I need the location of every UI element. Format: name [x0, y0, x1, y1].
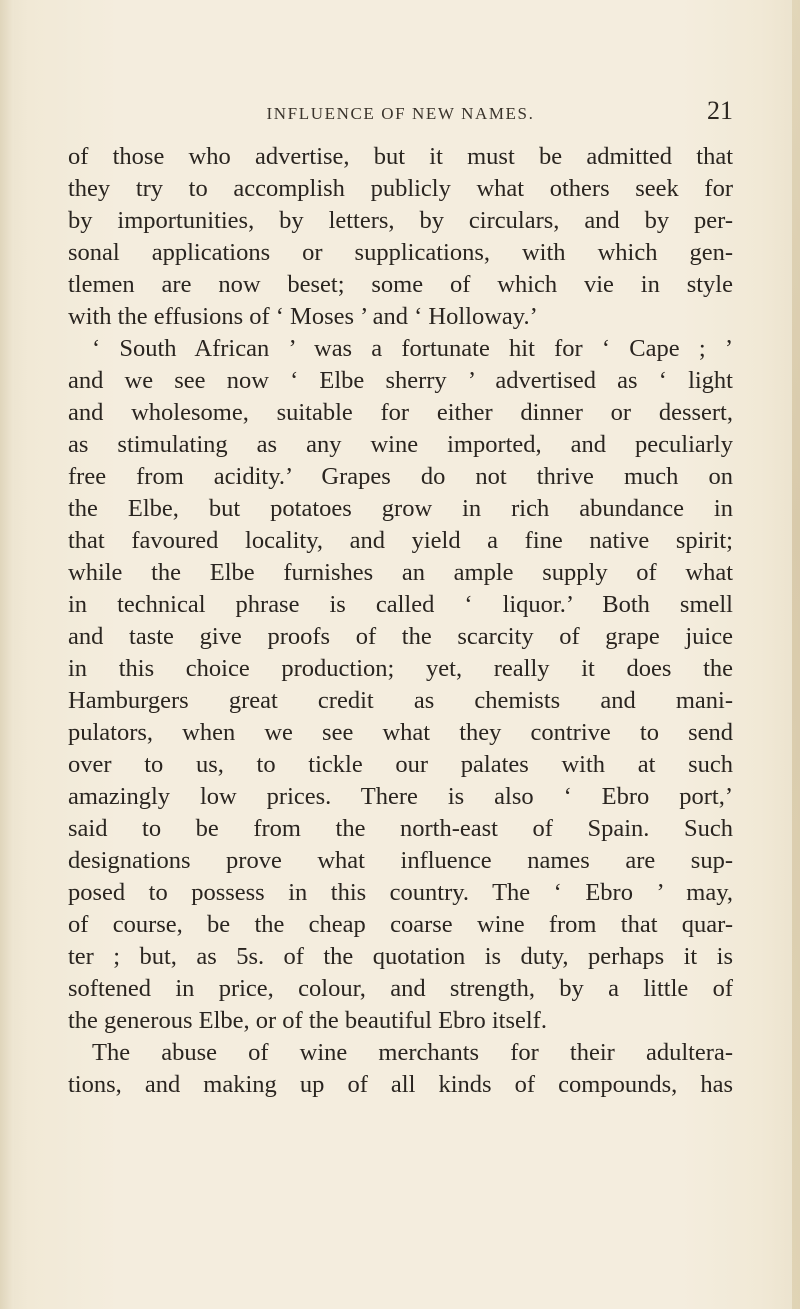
text-line: tlemen are now beset; some of which vie in style [68, 271, 733, 298]
text-line: said to be from the north-east of Spain. Such [68, 815, 733, 842]
text-line: ter ; but, as 5s. of the quotation is duty, perhaps it is [68, 943, 733, 970]
text-line: that favoured locality, and yield a fine native spirit; [68, 527, 733, 554]
text-line: over to us, to tickle our palates with at such [68, 751, 733, 778]
text-line: and we see now ‘ Elbe sherry ’ advertised as ‘ light [68, 367, 733, 394]
text-line: while the Elbe furnishes an ample supply of what [68, 559, 733, 586]
text-line: in this choice production; yet, really it does the [68, 655, 733, 682]
text-line: and wholesome, suitable for either dinner or dessert, [68, 399, 733, 426]
running-head: INFLUENCE OF NEW NAMES. [266, 104, 535, 123]
text-line: softened in price, colour, and strength, by a little of [68, 975, 733, 1002]
text-line: Hamburgers great credit as chemists and mani- [68, 687, 733, 714]
text-line: free from acidity.’ Grapes do not thrive much on [68, 463, 733, 490]
page-header [68, 92, 733, 132]
text-line: amazingly low prices. There is also ‘ Ebro port,’ [68, 783, 733, 810]
text-line: designations prove what influence names are sup- [68, 847, 733, 874]
text-line: sonal applications or supplications, with which gen- [68, 239, 733, 266]
text-line: in technical phrase is called ‘ liquor.’ Both smell [68, 591, 733, 618]
text-line: tions, and making up of all kinds of compounds, has [68, 1071, 733, 1098]
text-line: pulators, when we see what they contrive to send [68, 719, 733, 746]
text-line: of course, be the cheap coarse wine from that quar- [68, 911, 733, 938]
body-text [68, 141, 733, 1101]
text-line: with the effusions of ‘ Moses ’ and ‘ Holloway.’ [68, 303, 538, 330]
page-edge-shadow [792, 0, 800, 1309]
text-line: The abuse of wine merchants for their adultera- [92, 1039, 733, 1066]
text-line: posed to possess in this country. The ‘ Ebro ’ may, [68, 879, 733, 906]
text-line: of those who advertise, but it must be admitted that [68, 143, 733, 170]
text-line: they try to accomplish publicly what others seek for [68, 175, 733, 202]
text-line: the generous Elbe, or of the beautiful Ebro itself. [68, 1007, 547, 1034]
text-line: as stimulating as any wine imported, and peculiarly [68, 431, 733, 458]
page-number: 21 [707, 96, 733, 125]
text-line: the Elbe, but potatoes grow in rich abundance in [68, 495, 733, 522]
page-gutter-shadow [0, 0, 14, 1309]
text-line: ‘ South African ’ was a fortunate hit for ‘ Cape ; ’ [92, 335, 733, 362]
text-line: by importunities, by letters, by circulars, and by per- [68, 207, 733, 234]
text-line: and taste give proofs of the scarcity of grape juice [68, 623, 733, 650]
